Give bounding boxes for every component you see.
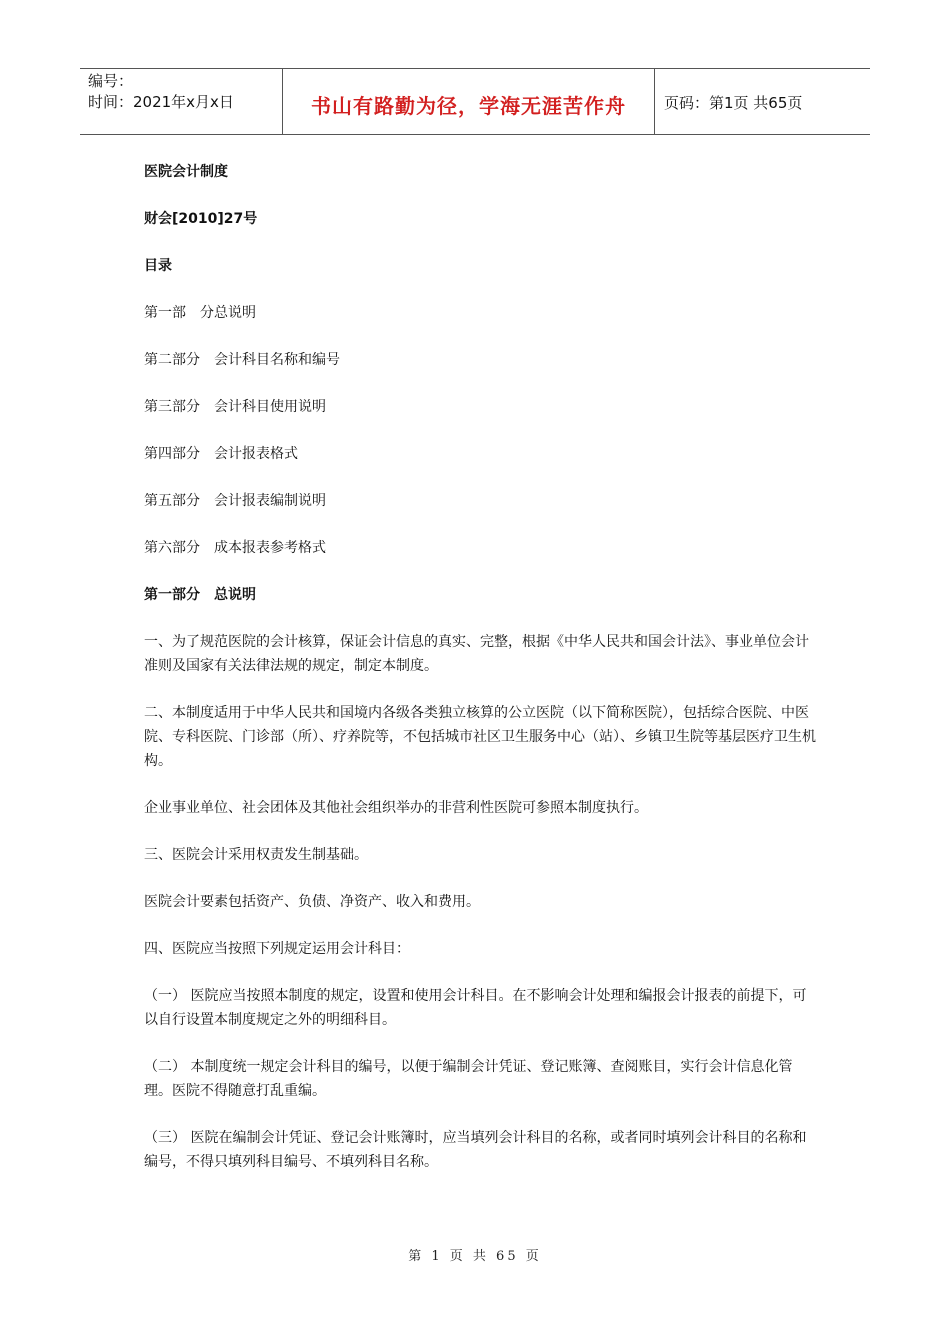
toc-item [144,536,816,560]
page-footer: 第 1 页 共 65 页 [408,1249,542,1264]
header-meta [80,69,282,134]
document-title: 医院会计制度 [144,164,228,180]
time-label: 时间：2021年x月x日 [88,93,234,111]
toc-item [144,348,816,372]
section-part: 第一部分 [144,587,200,603]
serial-label: 编号： [88,72,134,90]
paragraph: 三、医院会计采用权责发生制基础。 [144,847,368,863]
toc-name: 会计报表编制说明 [214,493,326,509]
toc-item [144,442,816,466]
document-body [144,160,816,1197]
toc-part: 第五部分 [144,493,200,509]
toc-part: 第三部分 [144,399,200,415]
section-heading [144,583,816,607]
paragraph: 医院会计要素包括资产、负债、净资产、收入和费用。 [144,894,480,910]
paragraph: （二） 本制度统一规定会计科目的编号，以便于编制会计凭证、登记账簿、查阅账目，实行会计信息化管理。医院不得随意打乱重编。 [144,1059,793,1099]
toc-part: 第四部分 [144,446,200,462]
header-motto-cell [282,69,655,134]
toc-heading: 目录 [144,258,172,274]
toc-name: 会计科目使用说明 [214,399,326,415]
paragraph: （三） 医院在编制会计凭证、登记会计账簿时，应当填列会计科目的名称，或者同时填列会计科目的名称和编号，不得只填列科目编号、不填列科目名称。 [144,1130,807,1170]
toc-item [144,489,816,513]
toc-part: 第二部分 [144,352,200,368]
paragraph: 二、本制度适用于中华人民共和国境内各级各类独立核算的公立医院（以下简称医院），包括综合医院、中医院、专科医院、门诊部（所）、疗养院等，不包括城市社区卫生服务中心（站）、乡镇卫生院等基层医疗卫生机构。 [144,705,816,769]
header-page-info [655,69,870,134]
paragraph: （一） 医院应当按照本制度的规定，设置和使用会计科目。在不影响会计处理和编报会计报表的前提下，可以自行设置本制度规定之外的明细科目。 [144,988,807,1028]
toc-name: 分总说明 [200,305,256,321]
paragraph: 企业事业单位、社会团体及其他社会组织举办的非营利性医院可参照本制度执行。 [144,800,648,816]
document-number: 财会[2010]27号 [144,211,258,227]
motto: 书山有路勤为径，学海无涯苦作舟 [311,94,626,118]
toc-item [144,395,816,419]
toc-part: 第一部 [144,305,186,321]
page-info: 页码：第1页 共65页 [664,94,803,112]
toc-item [144,301,816,325]
section-name: 总说明 [214,587,256,603]
toc-name: 会计报表格式 [214,446,298,462]
toc-name: 会计科目名称和编号 [214,352,340,368]
toc-name: 成本报表参考格式 [214,540,326,556]
page-header [80,68,870,135]
toc-part: 第六部分 [144,540,200,556]
paragraph: 一、为了规范医院的会计核算，保证会计信息的真实、完整，根据《中华人民共和国会计法》、事业单位会计准则及国家有关法律法规的规定，制定本制度。 [144,634,809,674]
paragraph: 四、医院应当按照下列规定运用会计科目： [144,941,410,957]
